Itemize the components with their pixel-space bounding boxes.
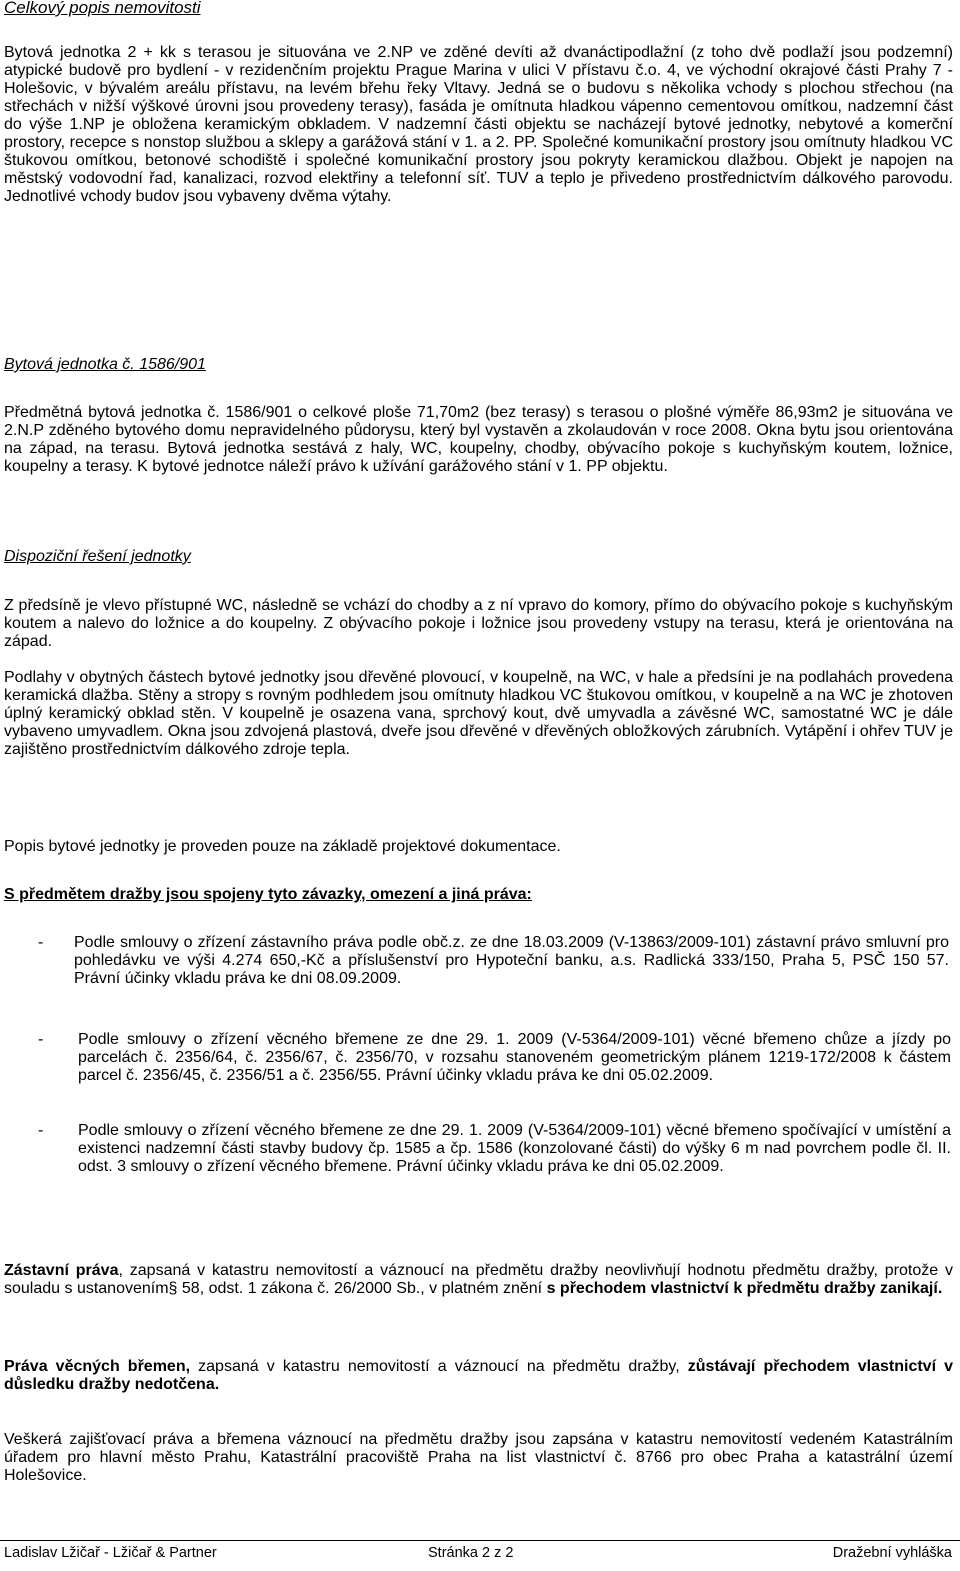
section-title: Celkový popis nemovitosti [4, 0, 201, 17]
obligations-title: S předmětem dražby jsou spojeny tyto závazky, omezení a jiná práva: [4, 886, 532, 903]
footer-right: Dražební vyhláška [832, 1545, 952, 1561]
list-dash: - [38, 934, 44, 951]
obligation-text [69, 934, 949, 988]
building-description: Bytová jednotka 2 + kk s terasou je situována ve 2.NP ve zděné devíti až dvanáctipodlažní (z toho dvě podlaží jsou podzemní) atypické budově pro bydlení - v rezidenčním projektu Prague Marina v ulici V přístavu č.o. 4, ve východní okrajové části Prahy 7 - Holešovic, v bývalém areálu přístavu, na levém břehu řeky Vltavy. Jedná se o budovu s několika vchody s plochou střechou (na střechách v nižší výškové úrovni jsou provedeny terasy), fasáda je omítnuta hladkou vápenno cementovou omítkou, nadzemní část do výše 1.NP je obložena keramickým obkladem. V nadzemní části objektu se nacházejí bytové jednotky, nebytové a komerční prostory, recepce s nonstop službou a sklepy a garážová stání v 1. a 2. PP. Společné komunikační prostory jsou omítnuty hladkou VC štukovou omítkou, betonové schodiště i společné komunikační prostory jsou pokryty keramickou dlažbou. Objekt je napojen na městský vodovodní řad, kanalizaci, rozvod elektřiny a telefonní síť. TUV a teplo je přivedeno prostřednictvím dálkového parovodu. Jednotlivé vchody budov jsou vybaveny dvěma výtahy. [4, 44, 953, 205]
obligation-text-2: Podle smlouvy o zřízení věcného břemene ze dne 29. 1. 2009 (V-5364/2009-101) věcné břemeno chůze a jízdy po parcelách č. 2356/64, č. 2356/67, č. 2356/70, v rozsahu stanoveném geometrickým plánem 1219-172/2008 k částem parcel č. 2356/45, č. 2356/51 a č. 2356/55. Právní účinky vkladu práva ke dni 05.02.2009. [78, 1031, 951, 1084]
layout-text-2: Podlahy v obytných částech bytové jednotky jsou dřevěné plovoucí, v koupelně, na WC, v hale a předsíni je na podlahách provedena keramická dlažba. Stěny a stropy s rovným podhledem jsou omítnuty hladkou VC štukovou omítkou, v koupelně a na WC je zhotoven úplný keramický obklad stěn. V koupelně je osazena vana, sprchový kout, dvě umyvadla a závěsné WC, samostatné WC je dále vybaveno umyvadlem. Okna jsou zdvojená plastová, dveře jsou dřevěné v dřevěných obložkových zárubních. Vytápění i ohřev TUV je zajištěno prostřednictvím dálkového zdroje tepla. [4, 669, 953, 758]
footer-left: Ladislav Lžičař - Lžičař & Partner [4, 1545, 217, 1561]
easement-paragraph [4, 1358, 953, 1394]
lien-text: , zapsaná v katastru nemovitostí a váznoucí na předmětu dražby neovlivňují hodnotu předmětu dražby, protože v souladu s ustanovením§ 58, odst. 1 zákona č. 26/2000 Sb., v platném znění [4, 1262, 953, 1297]
registry-paragraph: Veškerá zajišťovací práva a břemena váznoucí na předmětu dražby jsou zapsána v katastru nemovitostí vedeném Katastrálním úřadem pro hlavní město Prahu, Katastrální pracoviště Praha na list vlastnictví č. 8766 pro obec Praha a katastrální území Holešovice. [4, 1431, 953, 1484]
footer-rule [0, 1540, 960, 1541]
list-dash: - [38, 1031, 44, 1048]
lien-paragraph [4, 1262, 953, 1298]
easement-bold-2: zůstávají přechodem vlastnictví v důsledku dražby nedotčena. [4, 1358, 954, 1393]
easement-bold-1: Práva věcných břemen, [4, 1358, 191, 1375]
list-dash: - [38, 1122, 44, 1139]
layout-text-1: Z předsíně je vlevo přístupné WC, následně se vchází do chodby a z ní vpravo do komory, přímo do obývacího pokoje s kuchyňským koutem a nalevo do ložnice a do koupelny. Z obývacího pokoje i ložnice jsou provedeny vstupy na terasu, která je orientována na západ. [4, 597, 953, 650]
unit-title: Bytová jednotka č. 1586/901 [4, 356, 206, 373]
lien-bold-2: s přechodem vlastnictví k předmětu dražby zanikají. [546, 1280, 943, 1297]
footer-center: Stránka 2 z 2 [428, 1545, 514, 1561]
obligation-text-3: Podle smlouvy o zřízení věcného břemene ze dne 29. 1. 2009 (V-5364/2009-101) věcné břemeno spočívající v umístění a existenci nadzemní části stavby budovy čp. 1585 a čp. 1586 (konzolované části) do výšky 6 m nad povrchem podle čl. II. odst. 3 smlouvy o zřízení věcného břemene. Právní účinky vkladu práva ke dni 05.02.2009. [78, 1122, 951, 1175]
obligation-text-1: Podle smlouvy o zřízení zástavního práva podle obč.z. ze dne 18.03.2009 (V-13863/2009-101) zástavní právo smluvní pro pohledávku ve výši 4.274 650,-Kč a příslušenství pro Hypoteční banku, a.s. Radlická 333/150, Praha 5, PSČ 150 57. Právní účinky vkladu práva ke dni 08.09.2009. [74, 934, 949, 987]
layout-note: Popis bytové jednotky je proveden pouze na základě projektové dokumentace. [4, 838, 561, 855]
unit-description: Předmětná bytová jednotka č. 1586/901 o celkové ploše 71,70m2 (bez terasy) s terasou o plošné výměře 86,93m2 je situována ve 2.N.P zděného bytového domu nepravidelného půdorysu, který byl vystavěn a zkolaudován v roce 2008. Okna bytu jsou orientována na západ, na terasu. Bytová jednotka sestává z haly, WC, koupelny, chodby, obývacího pokoje s kuchyňským koutem, ložnice, koupelny a terasy. K bytové jednotce náleží právo k užívání garážového stání v 1. PP objektu. [4, 404, 953, 475]
lien-bold-1: Zástavní práva [4, 1262, 119, 1279]
easement-text: zapsaná v katastru nemovitostí a váznoucí na předmětu dražby, [190, 1358, 688, 1375]
layout-title: Dispoziční řešení jednotky [4, 548, 191, 565]
